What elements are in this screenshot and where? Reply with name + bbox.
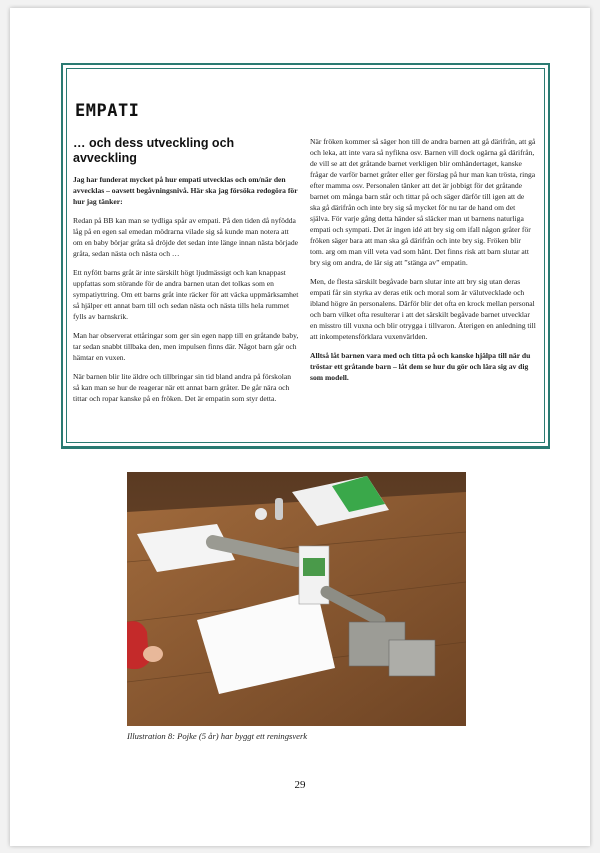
article-subtitle: … och dess utveckling och avveckling (73, 136, 235, 165)
glue-bottle (275, 498, 283, 520)
page-number: 29 (294, 779, 306, 791)
paragraph: Man har observerat ettåringar som ger sin egen napp till en gråtande baby, tar sedan snabbt tillbaka den, men impulsen finns där. Något barn går och hämtar en vuxen. (73, 331, 299, 362)
paragraph: Redan på BB kan man se tydliga spår av empati. På den tiden då nyfödda låg på en egen sal emedan mödrarna vilade sig så kunde man notera att om en baby börjar gråta så dröjde det sedan inte länge innan nästa började gråta, sedan nästa och nästa och … (73, 216, 298, 258)
right-column (310, 136, 536, 391)
paragraph: Ett nyfött barns gråt är inte särskilt högt ljudmässigt och kan knappast uppfattas som störande för de andra barnen utan det tolkas som en sympatiyttring. Om ett barns gråt inte räcker för att väcka uppmärksamhet så hjälper ett annat barn till och sedan nästa och nästa tills hela rummet fylls av barnskrik. (73, 268, 299, 321)
conclusion-paragraph: Alltså låt barnen vara med och titta på och kanske hjälpa till när du tröstar ett gråtande barn – låt dem se hur du gör och lära sig av dig som modell. (310, 351, 531, 382)
carton-label (303, 558, 325, 576)
paragraph: När fröken kommer så säger hon till de andra barnen att gå därifrån, att gå och leka, att inte vara så nyfikna osv. Barnen vill dock ogärna gå därifrån, de vill se att det gråtande barnet verkligen blir omhändertaget, kanske frågar de varför barnet gråter eller ger förslag på hur man kan trösta, ringa efter mamma osv. Personalen tänker att det är jobbigt för det gråtande barnet om många barn står och tittar på och säger därför till igen att de ska gå därifrån och inte bry sig så mycket för nu tar de hand om det själva. För varje gång detta händer så släcker man ut barnens naturliga empati och sympati. Det är ingen idé att bry sig om ifall någon gråter för fröken säger bara att man ska gå därifrån och inte bry sig. Fröken blir tom. arg om man vill veta vad som hänt. Det finns risk att barn slutar att bry sig om andra, de lär sig att ”stänga av” empatin. (310, 137, 536, 267)
bottle-cap (255, 508, 267, 520)
section-heading: EMPATI (75, 101, 140, 121)
intro-paragraph: Jag har funderat mycket på hur empati utvecklas och om/när den avvecklas – oavsett begåvningsnivå. Här ska jag försöka redogöra för hur jag tänker: (73, 175, 298, 206)
frame-bottom-rule (61, 447, 550, 449)
paragraph: Men, de flesta särskilt begåvade barn slutar inte att bry sig utan deras empati får sin styrka av deras etik och moral som är välutvecklade och ibland högre än personalens. Därför blir det ofta en krock mellan personal och barn vilket ofta resulterar i att det särskilt begåvade barnet utvecklar en misstro till vuxna och blir otrygga i tillvaron. Återigen en anledning till att inkompetensförklara vuxenvärlden. (310, 277, 536, 341)
illustration-photo (127, 472, 466, 726)
left-column (73, 136, 299, 412)
metal-box (389, 640, 435, 676)
figure-caption: Illustration 8: Pojke (5 år) har byggt ett reningsverk (127, 731, 308, 741)
paragraph: När barnen blir lite äldre och tillbringar sin tid bland andra på förskolan så kan man se hur de reagerar när ett annat barn gråter. De går nära och tittar och ropar kanske på en fröken. Det är empatin som styr detta. (73, 372, 292, 403)
child-hand (143, 646, 163, 662)
